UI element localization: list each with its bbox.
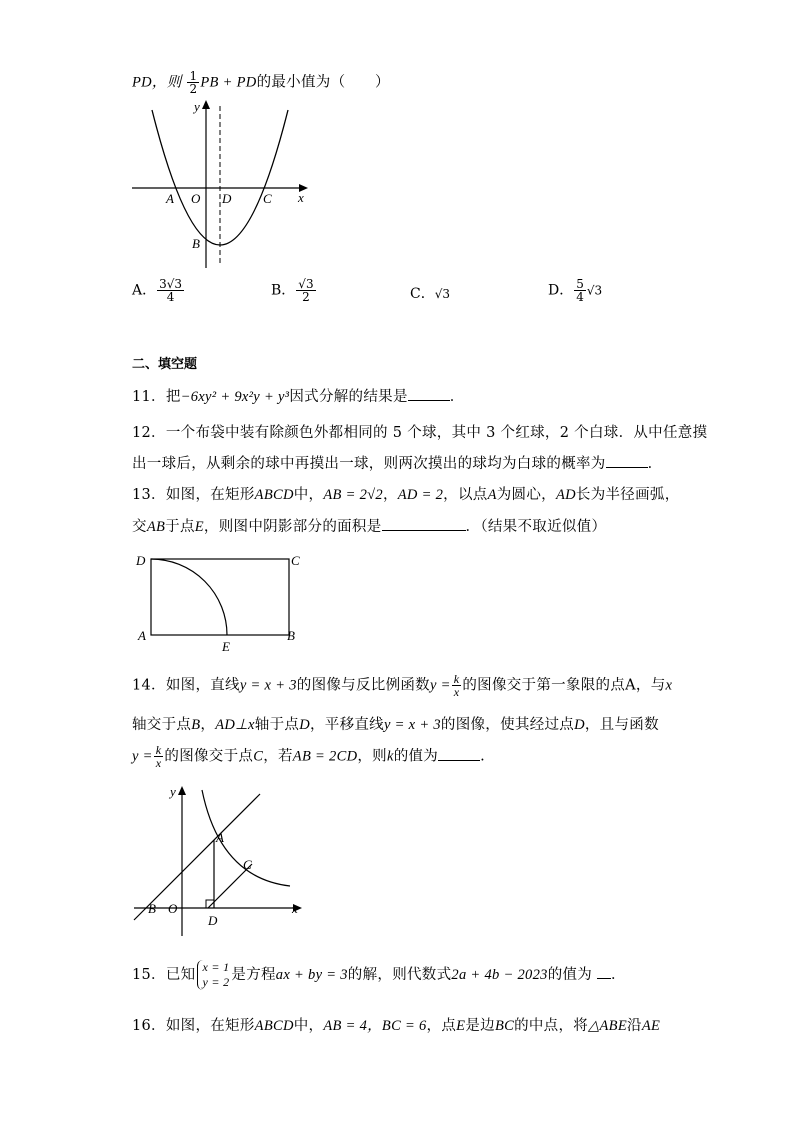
q15-answer-blank[interactable]	[597, 966, 611, 979]
q10-parabola-figure	[128, 98, 318, 273]
q11-answer-blank[interactable]	[408, 388, 450, 401]
y-axis-arrow	[178, 786, 186, 795]
choice-c[interactable]: C．√3	[410, 286, 450, 302]
label-x: x	[292, 901, 298, 916]
q10-stem	[132, 70, 390, 95]
label-y: y	[194, 99, 200, 114]
q12-line2: 出一球后，从剩余的球中再摸出一球，则两次摸出的球均为白球的概率为 ．	[132, 456, 663, 472]
rectangle-abcd	[151, 559, 289, 635]
q16: 16．如图，在矩形ABCD中，AB = 4，BC = 6，点E是边BC的中点，将△ABE沿AE	[132, 1018, 661, 1034]
label-O: O	[191, 191, 201, 206]
q14-line2: 轴交于点B，AD⊥x轴于点D，平移直线y = x + 3的图像，使其经过点D，且与函数	[132, 717, 659, 733]
label-O: O	[168, 901, 178, 916]
q12-line1: 12．一个布袋中装有除颜色外都相同的 5 个球，其中 3 个红球，2 个白球．从中任意摸	[132, 425, 708, 441]
equation-system: x = 1 y = 2	[197, 960, 229, 990]
choice-a[interactable]: A． $\frac{3√3}{4}$	[132, 277, 183, 304]
label-C: C	[243, 857, 252, 872]
q13-rectangle-figure	[130, 546, 310, 656]
q10-tail: 的最小值为（ ）	[256, 74, 390, 91]
q11: 11．把−6xy² + 9x²y + y³因式分解的结果是 ．	[132, 389, 465, 405]
label-B: B	[287, 628, 295, 643]
choice-d[interactable]: D． $\frac{5}{4}$ √3	[548, 277, 603, 304]
section-heading: 二、填空题	[132, 357, 198, 372]
q13-line2: 交AB于点E，则图中阴影部分的面积是 ．（结果不取近似值）	[132, 519, 607, 535]
label-D: D	[136, 553, 146, 568]
label-A: A	[216, 830, 224, 845]
label-B: B	[192, 236, 200, 251]
q10-expr: PB + PD	[200, 74, 257, 91]
q11-expr: −6xy² + 9x²y + y³	[180, 389, 290, 405]
label-D: D	[208, 913, 218, 928]
label-E: E	[222, 639, 230, 654]
q12-answer-blank[interactable]	[606, 455, 648, 468]
choice-b[interactable]: B． $\frac{√3}{2}$	[271, 277, 314, 304]
q14-graph-figure	[130, 780, 310, 940]
q13-answer-blank[interactable]	[382, 518, 466, 531]
q14-answer-blank[interactable]	[438, 748, 480, 761]
label-D: D	[222, 191, 232, 206]
label-A: A	[166, 191, 174, 206]
q15: 15．已知 x = 1 y = 2 是方程ax + by = 3的解，则代数式2a + 4b − 2023的值为 ．	[132, 960, 626, 989]
label-y: y	[170, 784, 176, 799]
label-A: A	[138, 628, 146, 643]
q10-half-fraction: $\frac{1}{2}$	[189, 69, 198, 96]
q13-line1: 13．如图，在矩形ABCD中，AB = 2√2，AD = 2，以点A为圆心，AD长为半径画弧，	[132, 487, 680, 503]
q14-line3: y = $\frac{k}{x}$ 的图像交于点C，若AB = 2CD，则k的值为 .	[132, 743, 486, 770]
label-C: C	[263, 191, 272, 206]
q14-line1: 14．如图，直线y = x + 3的图像与反比例函数y = $\frac{k}{x}$ 的图像交于第一象限的点A，与x	[132, 672, 673, 699]
q10-lead: PD，则	[132, 74, 182, 91]
label-B: B	[148, 901, 156, 916]
label-C: C	[291, 553, 300, 568]
arc-de	[151, 559, 227, 635]
y-axis-arrow	[202, 100, 210, 109]
label-x: x	[298, 190, 304, 205]
